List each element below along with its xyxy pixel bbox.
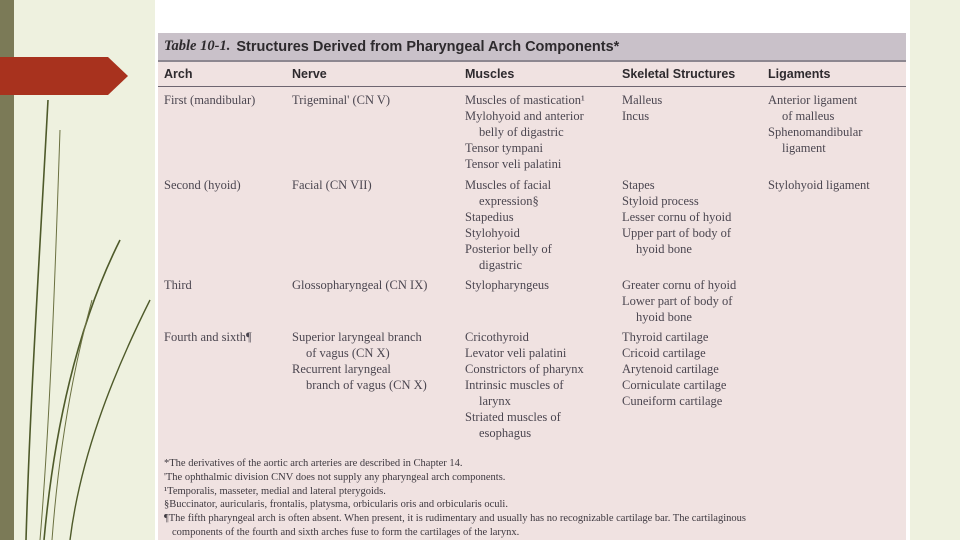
cell-line: Stylohyoid ligament [768, 178, 870, 192]
skeletal-cell [622, 277, 736, 325]
nerve-cell [292, 92, 390, 108]
cell-line: digastric [479, 258, 523, 272]
cell-line: Mylohyoid and anterior [465, 109, 584, 123]
arch-cell [164, 277, 192, 293]
cell-line: branch of vagus (CN X) [306, 378, 427, 392]
muscles-cell [465, 177, 552, 273]
muscles-cell [465, 329, 584, 441]
cell-line: of vagus (CN X) [306, 346, 390, 360]
nerve-cell [292, 329, 427, 393]
col-header-ligaments: Ligaments [768, 67, 831, 81]
cell-line: Striated muscles of [465, 410, 561, 424]
table-row [158, 177, 906, 276]
cell-line: Facial (CN VII) [292, 178, 372, 192]
cell-line: hyoid bone [636, 310, 692, 324]
cell-line: Cricothyroid [465, 330, 529, 344]
cell-line: Upper part of body of [622, 226, 731, 240]
table-image [158, 33, 906, 540]
table-title [158, 33, 906, 62]
cell-line: Tensor veli palatini [465, 157, 562, 171]
cell-line: Stylohyoid [465, 226, 520, 240]
cell-line: Constrictors of pharynx [465, 362, 584, 376]
cell-line: Stapes [622, 178, 655, 192]
col-header-muscles: Muscles [465, 67, 515, 81]
table-title-text: Structures Derived from Pharyngeal Arch Components* [236, 38, 620, 55]
cell-line: Third [164, 278, 192, 292]
cell-line: Muscles of facial [465, 178, 552, 192]
ligaments-cell [768, 177, 870, 193]
cell-line: Greater cornu of hyoid [622, 278, 737, 292]
cell-line: Cuneiform cartilage [622, 394, 723, 408]
cell-line: Thyroid cartilage [622, 330, 709, 344]
muscles-cell [465, 92, 585, 172]
footnote: components of the fourth and sixth arches fuse to form the cartilages of the larynx. [172, 526, 520, 538]
cell-line: Styloid process [622, 194, 699, 208]
cell-line: Arytenoid cartilage [622, 362, 719, 376]
table-row [158, 92, 906, 176]
skeletal-cell [622, 329, 726, 409]
cell-line: Incus [622, 109, 650, 123]
cell-line: Lower part of body of [622, 294, 733, 308]
cell-line: expression§ [479, 194, 539, 208]
cell-line: Superior laryngeal branch [292, 330, 422, 344]
cell-line: ligament [782, 141, 826, 155]
footnote: *The derivatives of the aortic arch arteries are described in Chapter 14. [164, 458, 463, 469]
red-arrow-shape [0, 57, 128, 95]
cell-line: esophagus [479, 426, 532, 440]
cell-line: Malleus [622, 93, 663, 107]
footnote: ¹Temporalis, masseter, medial and lateral pterygoids. [164, 485, 386, 497]
cell-line: Second (hyoid) [164, 178, 241, 192]
footnote: 'The ophthalmic division CNV does not supply any pharyngeal arch components. [164, 471, 506, 483]
table-label: Table 10-1. [164, 38, 231, 54]
table-row [158, 277, 906, 327]
arch-cell [164, 177, 241, 193]
col-header-skeletal: Skeletal Structures [622, 67, 736, 81]
cell-line: belly of digastric [479, 125, 564, 139]
cell-line: Lesser cornu of hyoid [622, 210, 732, 224]
col-header-arch: Arch [164, 67, 193, 81]
cell-line: Trigeminal' (CN V) [292, 93, 391, 107]
arch-cell [164, 329, 252, 345]
cell-line: Stapedius [465, 210, 514, 224]
cell-line: larynx [479, 394, 511, 408]
cell-line: Anterior ligament [768, 93, 858, 107]
cell-line: Muscles of mastication¹ [465, 93, 585, 107]
cell-line: Stylopharyngeus [465, 278, 550, 292]
cell-line: Recurrent laryngeal [292, 362, 391, 376]
cell-line: Cricoid cartilage [622, 346, 706, 360]
ligaments-cell [768, 92, 862, 156]
table-row [158, 329, 906, 459]
footnote: ¶The fifth pharyngeal arch is often absent. When present, it is rudimentary and usually has no recognizable cartilage bar. The cartilaginous [164, 513, 746, 525]
nerve-cell [292, 177, 372, 193]
skeletal-cell [622, 177, 731, 257]
cell-line: of malleus [782, 109, 835, 123]
header-row [158, 62, 906, 87]
cell-line: Tensor tympani [465, 141, 543, 155]
cell-line: Fourth and sixth¶ [164, 330, 252, 344]
nerve-cell [292, 277, 427, 293]
slide-content [155, 0, 910, 540]
cell-line: hyoid bone [636, 242, 692, 256]
cell-line: First (mandibular) [164, 93, 256, 107]
arch-cell [164, 92, 255, 108]
cell-line: Posterior belly of [465, 242, 552, 256]
cell-line: Sphenomandibular [768, 125, 863, 139]
muscles-cell [465, 277, 549, 293]
cell-line: Levator veli palatini [465, 346, 567, 360]
cell-line: Glossopharyngeal (CN IX) [292, 278, 428, 292]
skeletal-cell [622, 92, 662, 124]
cell-line: Intrinsic muscles of [465, 378, 564, 392]
footnote: §Buccinator, auricularis, frontalis, platysma, orbicularis oris and orbicularis oculi. [164, 499, 508, 511]
footnotes [164, 457, 899, 540]
cell-line: Corniculate cartilage [622, 378, 727, 392]
col-header-nerve: Nerve [292, 67, 327, 81]
